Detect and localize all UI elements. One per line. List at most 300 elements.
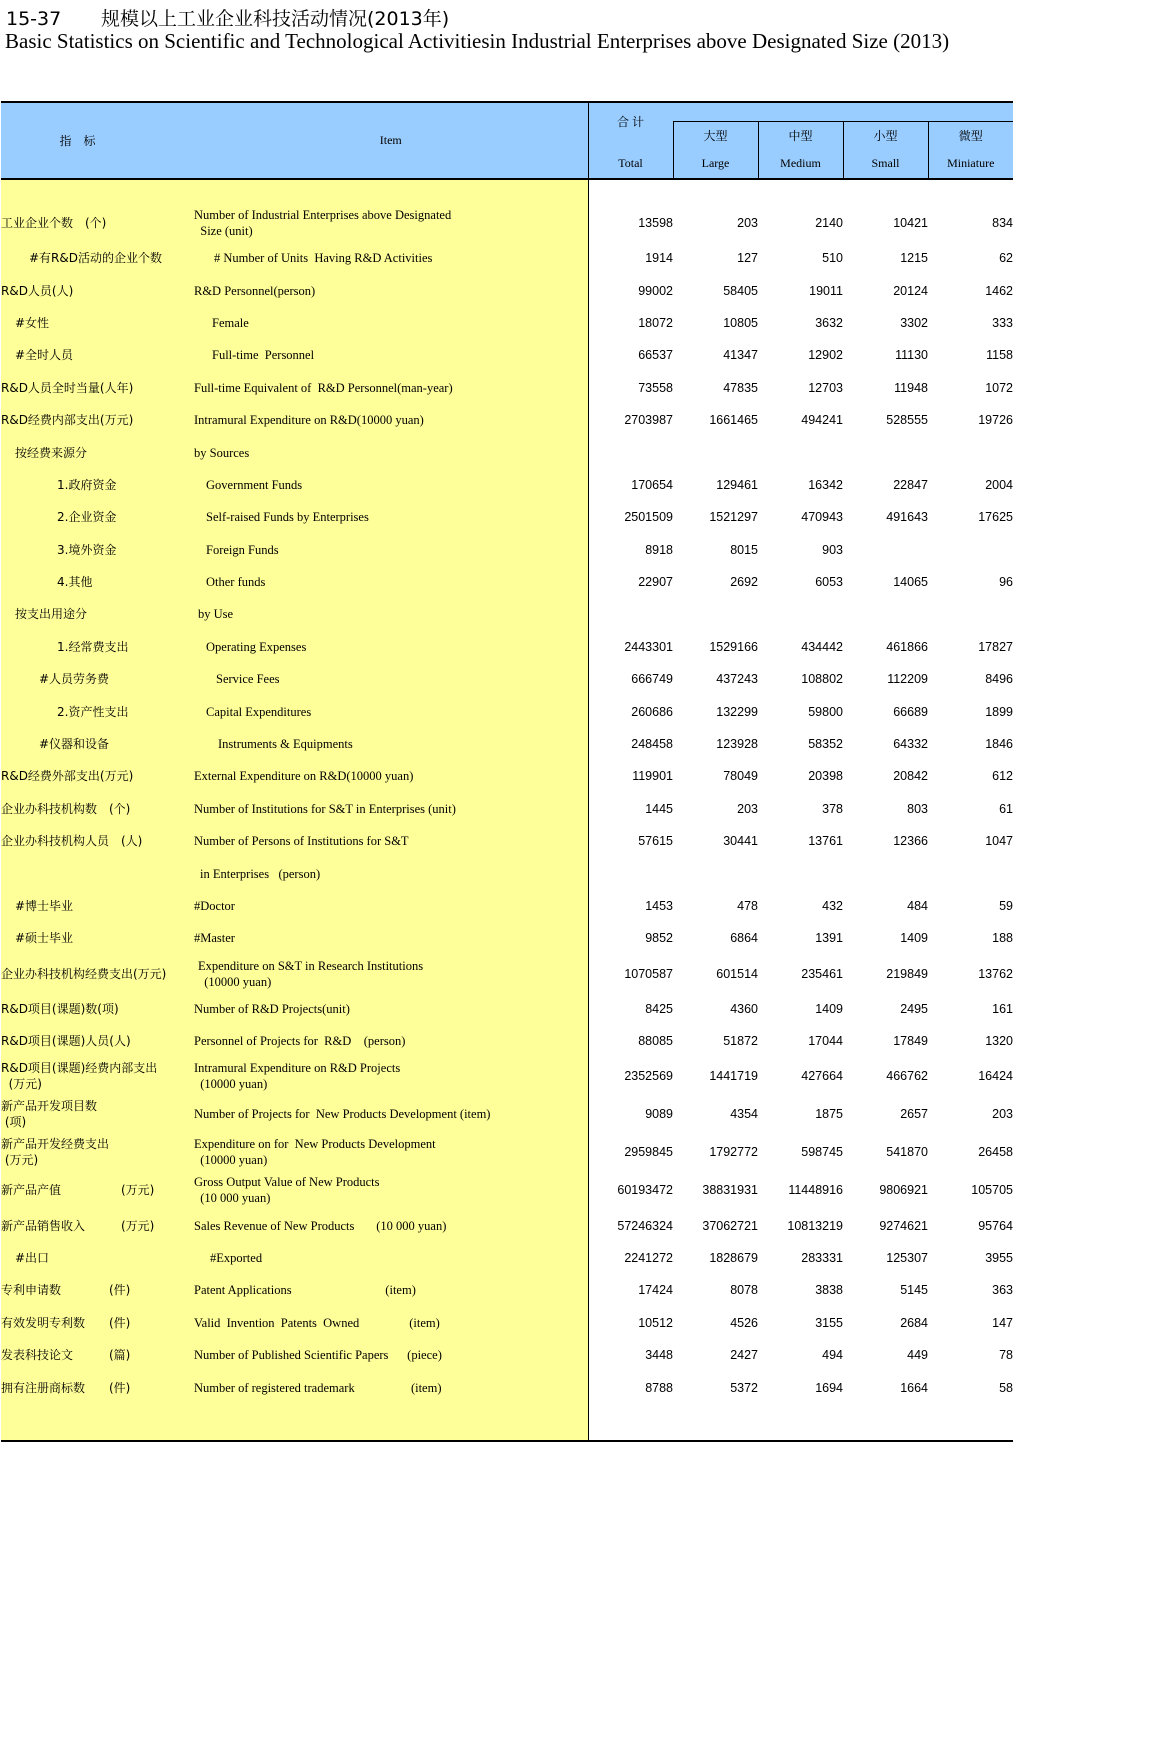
cell-large: 123928	[716, 737, 758, 752]
row-label-cn: 拥有注册商标数 (件)	[1, 1371, 194, 1403]
cell-large: 47835	[723, 380, 758, 395]
cell-mini: 1072	[985, 380, 1013, 395]
row-label-en: Sales Revenue of New Products (10 000 yuan)	[194, 1209, 588, 1241]
cell-large: 132299	[716, 704, 758, 719]
cell-medium: 16342	[808, 477, 843, 492]
row-label-cn: 发表科技论文 (篇)	[1, 1339, 194, 1371]
cell-large: 37062721	[702, 1218, 758, 1233]
cell-medium: 17044	[808, 1034, 843, 1049]
row-label-cn: 新产品开发经费支出 (万元)	[1, 1133, 194, 1171]
cell-total: 99002	[588, 274, 673, 306]
cell-total	[588, 436, 673, 468]
cell-medium: 19011	[809, 283, 843, 298]
cell-large: 5372	[730, 1380, 758, 1395]
row-label-cn: R&D项目(课题)经费内部支出 (万元)	[1, 1057, 194, 1095]
row-label-cn: R&D经费外部支出(万元)	[1, 760, 194, 792]
cell-total: 2241272	[588, 1242, 673, 1274]
cell-small: 461866	[886, 639, 928, 654]
row-label-cn: 4.其他	[1, 566, 194, 598]
cell-large: 2427	[730, 1348, 758, 1363]
cell-mini: 78	[999, 1348, 1013, 1363]
row-label-en: by Sources	[194, 436, 588, 468]
cell-medium: 20398	[808, 769, 843, 784]
row-label-cn: 2.企业资金	[1, 501, 194, 533]
cell-total: 3448	[588, 1339, 673, 1371]
cell-total: 666749	[588, 663, 673, 695]
header-total-cn: 合 计	[588, 102, 673, 149]
cell-large: 1529166	[709, 639, 758, 654]
cell-small: 66689	[893, 704, 928, 719]
row-label-cn: #人员劳务费	[1, 663, 194, 695]
row-label-cn	[1, 857, 194, 889]
cell-medium: 432	[822, 899, 843, 913]
cell-total: 9852	[588, 922, 673, 954]
table-row	[1, 993, 1013, 1025]
table-row	[1, 534, 1013, 566]
row-label-en: Expenditure on for New Products Development (10000 yuan)	[194, 1133, 588, 1171]
row-label-cn: 有效发明专利数 (件)	[1, 1307, 194, 1339]
cell-medium: 470943	[801, 510, 843, 525]
cell-large: 1521297	[709, 510, 758, 525]
cell-large: 10805	[723, 315, 758, 330]
cell-small: 20124	[893, 283, 928, 298]
table-row	[1, 890, 1013, 922]
cell-total: 119901	[588, 760, 673, 792]
cell-small: 22847	[893, 477, 928, 492]
cell-large: 1661465	[709, 413, 758, 428]
cell-small: 484	[907, 899, 928, 913]
cell-large: 2692	[730, 575, 758, 590]
cell-medium: 12902	[808, 348, 843, 363]
cell-large: 30441	[723, 834, 758, 849]
row-label-en: Full-time Personnel	[194, 339, 588, 371]
cell-total: 8788	[588, 1371, 673, 1403]
table-row	[1, 1274, 1013, 1306]
statistics-table	[1, 101, 1013, 1442]
cell-small: 2684	[900, 1315, 928, 1330]
row-label-cn: 2.资产性支出	[1, 695, 194, 727]
table-bottom-spacer	[1, 1404, 1013, 1441]
cell-small: 1664	[900, 1380, 928, 1395]
cell-total	[588, 598, 673, 630]
row-label-cn: 按支出用途分	[1, 598, 194, 630]
table-row	[1, 372, 1013, 404]
cell-mini: 62	[999, 251, 1013, 266]
cell-mini: 612	[992, 769, 1013, 784]
cell-small: 9806921	[879, 1183, 928, 1198]
cell-large: 4360	[730, 1001, 758, 1016]
cell-total: 66537	[588, 339, 673, 371]
cell-large: 8078	[730, 1283, 758, 1298]
table-row	[1, 760, 1013, 792]
table-row	[1, 793, 1013, 825]
cell-medium: 434442	[801, 639, 843, 654]
table-row	[1, 1242, 1013, 1274]
row-label-cn: 1.政府资金	[1, 469, 194, 501]
cell-medium: 235461	[801, 966, 843, 981]
table-row	[1, 307, 1013, 339]
cell-medium: 6053	[815, 575, 843, 590]
header-small-en: Small	[843, 149, 928, 179]
cell-small: 17849	[893, 1034, 928, 1049]
header-small-cn: 小型	[843, 122, 928, 150]
row-label-en: Number of R&D Projects(unit)	[194, 993, 588, 1025]
cell-medium: 59800	[808, 704, 843, 719]
cell-mini: 203	[992, 1107, 1013, 1122]
cell-mini: 105705	[971, 1183, 1013, 1198]
cell-small: 219849	[886, 966, 928, 981]
cell-large: 1828679	[709, 1250, 758, 1265]
cell-mini	[928, 534, 1013, 566]
cell-mini: 3955	[985, 1250, 1013, 1265]
cell-large: 203	[737, 216, 758, 230]
cell-mini: 1899	[985, 704, 1013, 719]
row-label-en: Intramural Expenditure on R&D Projects (10000 yuan)	[194, 1057, 588, 1095]
row-label-en: Government Funds	[194, 469, 588, 501]
row-label-cn: 3.境外资金	[1, 534, 194, 566]
cell-small: 1409	[900, 931, 928, 946]
table-row	[1, 1057, 1013, 1095]
row-label-en: Other funds	[194, 566, 588, 598]
cell-small: 11948	[894, 380, 928, 395]
cell-small	[843, 598, 928, 630]
table-row	[1, 922, 1013, 954]
cell-large: 58405	[723, 283, 758, 298]
cell-small: 2495	[900, 1001, 928, 1016]
cell-large	[673, 857, 758, 889]
row-label-en: Number of registered trademark (item)	[194, 1371, 588, 1403]
table-row	[1, 242, 1013, 274]
row-label-cn: 新产品开发项目数 (项)	[1, 1095, 194, 1133]
cell-total	[588, 857, 673, 889]
row-label-cn: 新产品销售收入 (万元)	[1, 1209, 194, 1241]
cell-large: 4526	[730, 1315, 758, 1330]
cell-total: 248458	[588, 728, 673, 760]
cell-large	[673, 436, 758, 468]
row-label-cn: #全时人员	[1, 339, 194, 371]
row-label-cn: R&D人员全时当量(人年)	[1, 372, 194, 404]
row-label-en: Number of Published Scientific Papers (piece)	[194, 1339, 588, 1371]
cell-medium: 58352	[808, 737, 843, 752]
cell-large: 437243	[716, 672, 758, 687]
cell-total: 2959845	[588, 1133, 673, 1171]
cell-total: 8918	[588, 534, 673, 566]
row-label-en: Expenditure on S&T in Research Institutions (10000 yuan)	[194, 955, 588, 993]
row-label-en: Self-raised Funds by Enterprises	[194, 501, 588, 533]
cell-total: 17424	[588, 1274, 673, 1306]
header-spacer	[673, 102, 1013, 122]
cell-mini: 363	[992, 1283, 1013, 1298]
header-mini-cn: 微型	[928, 122, 1013, 150]
cell-small: 528555	[886, 413, 928, 428]
cell-large	[673, 598, 758, 630]
cell-total: 60193472	[588, 1171, 673, 1209]
cell-medium: 2140	[815, 216, 843, 230]
cell-total: 18072	[588, 307, 673, 339]
cell-small: 112209	[887, 672, 928, 687]
table-row	[1, 501, 1013, 533]
cell-small: 541870	[886, 1145, 928, 1160]
row-label-cn: 1.经常费支出	[1, 631, 194, 663]
cell-mini: 58	[999, 1380, 1013, 1395]
cell-medium: 494	[822, 1348, 843, 1363]
cell-small	[843, 534, 928, 566]
cell-large: 127	[737, 251, 758, 266]
row-label-cn: 按经费来源分	[1, 436, 194, 468]
cell-total: 8425	[588, 993, 673, 1025]
table-row	[1, 825, 1013, 857]
table-title-cn	[6, 4, 449, 31]
cell-small: 449	[907, 1348, 928, 1363]
cell-mini: 19726	[978, 413, 1013, 428]
cell-small: 11130	[895, 348, 928, 363]
cell-large: 38831931	[702, 1183, 758, 1198]
cell-small: 20842	[893, 769, 928, 784]
row-label-cn: #博士毕业	[1, 890, 194, 922]
table-row	[1, 1025, 1013, 1057]
cell-small: 466762	[886, 1069, 928, 1084]
row-label-en: in Enterprises (person)	[194, 857, 588, 889]
cell-medium	[758, 436, 843, 468]
cell-large: 41347	[723, 348, 758, 363]
cell-mini: 333	[992, 315, 1013, 330]
row-label-en: # Number of Units Having R&D Activities	[194, 242, 588, 274]
cell-mini: 2004	[985, 477, 1013, 492]
cell-medium: 12703	[808, 380, 843, 395]
row-label-en: #Exported	[194, 1242, 588, 1274]
cell-small: 64332	[893, 737, 928, 752]
header-large-en: Large	[673, 149, 758, 179]
table-body	[1, 179, 1013, 1441]
cell-large: 6864	[730, 931, 758, 946]
table-row	[1, 1371, 1013, 1403]
cell-total: 1914	[588, 242, 673, 274]
row-label-cn: 新产品产值 (万元)	[1, 1171, 194, 1209]
row-label-en: Operating Expenses	[194, 631, 588, 663]
row-label-cn: 企业办科技机构人员 (人)	[1, 825, 194, 857]
row-label-en: Number of Projects for New Products Development (item)	[194, 1095, 588, 1133]
cell-mini	[928, 436, 1013, 468]
table-row	[1, 598, 1013, 630]
table-row	[1, 204, 1013, 242]
row-label-en: Patent Applications (item)	[194, 1274, 588, 1306]
row-label-cn: #女性	[1, 307, 194, 339]
header-mini-en: Miniature	[928, 149, 1013, 179]
cell-medium: 427664	[801, 1069, 843, 1084]
row-label-en: Number of Institutions for S&T in Enterprises (unit)	[194, 793, 588, 825]
cell-medium	[758, 857, 843, 889]
row-label-cn: R&D人员(人)	[1, 274, 194, 306]
cell-mini: 1158	[986, 348, 1013, 363]
cell-mini: 61	[999, 801, 1013, 816]
cell-large: 1792772	[709, 1145, 758, 1160]
cell-small	[843, 857, 928, 889]
cell-mini: 16424	[978, 1069, 1013, 1084]
row-label-en: Intramural Expenditure on R&D(10000 yuan)	[194, 404, 588, 436]
table-row	[1, 1307, 1013, 1339]
row-label-cn: #有R&D活动的企业个数	[1, 242, 194, 274]
cell-medium: 10813219	[787, 1218, 843, 1233]
row-label-en: Female	[194, 307, 588, 339]
cell-total: 2352569	[588, 1057, 673, 1095]
row-label-en: Personnel of Projects for R&D (person)	[194, 1025, 588, 1057]
row-label-en: Valid Invention Patents Owned (item)	[194, 1307, 588, 1339]
row-label-cn: 企业办科技机构经费支出(万元)	[1, 955, 194, 993]
header-large-cn: 大型	[673, 122, 758, 150]
table-row	[1, 566, 1013, 598]
cell-mini	[928, 598, 1013, 630]
cell-small: 803	[907, 801, 928, 816]
table-row	[1, 857, 1013, 889]
row-label-cn: #出口	[1, 1242, 194, 1274]
cell-mini: 1320	[985, 1034, 1013, 1049]
cell-mini: 8496	[985, 672, 1013, 687]
table-row	[1, 663, 1013, 695]
row-label-en: Gross Output Value of New Products (10 000 yuan)	[194, 1171, 588, 1209]
cell-mini: 1462	[985, 283, 1013, 298]
cell-total: 2501509	[588, 501, 673, 533]
cell-small: 2657	[900, 1107, 928, 1122]
row-label-cn: R&D项目(课题)数(项)	[1, 993, 194, 1025]
cell-medium: 598745	[801, 1145, 843, 1160]
row-label-cn: 企业办科技机构数 (个)	[1, 793, 194, 825]
cell-total: 10512	[588, 1307, 673, 1339]
row-label-en: External Expenditure on R&D(10000 yuan)	[194, 760, 588, 792]
cell-mini: 1047	[985, 834, 1013, 849]
row-label-cn: 工业企业个数 (个)	[1, 204, 194, 242]
cell-total: 260686	[588, 695, 673, 727]
row-label-en: Number of Persons of Institutions for S&T	[194, 825, 588, 857]
row-label-cn: R&D项目(课题)人员(人)	[1, 1025, 194, 1057]
cell-small: 5145	[900, 1283, 928, 1298]
row-label-en: #Doctor	[194, 890, 588, 922]
cell-medium: 283331	[801, 1250, 843, 1265]
cell-mini: 188	[992, 931, 1013, 946]
cell-total: 9089	[588, 1095, 673, 1133]
header-indicator-cn: 指 标	[1, 102, 194, 179]
title-cn-text: 规模以上工业企业科技活动情况(2013年)	[101, 8, 450, 30]
table-row	[1, 728, 1013, 760]
cell-medium: 1694	[815, 1380, 843, 1395]
table-row	[1, 274, 1013, 306]
cell-large: 129461	[716, 477, 758, 492]
table-row	[1, 469, 1013, 501]
cell-medium	[758, 598, 843, 630]
cell-medium: 903	[822, 542, 843, 557]
row-label-en: Foreign Funds	[194, 534, 588, 566]
row-label-en: R&D Personnel(person)	[194, 274, 588, 306]
table-row	[1, 695, 1013, 727]
cell-large: 601514	[716, 966, 758, 981]
cell-mini: 147	[992, 1315, 1013, 1330]
cell-total: 88085	[588, 1025, 673, 1057]
row-label-en: Instruments & Equipments	[194, 728, 588, 760]
cell-small: 3302	[900, 315, 928, 330]
table-header	[1, 102, 1013, 179]
cell-total: 73558	[588, 372, 673, 404]
row-label-cn: #仪器和设备	[1, 728, 194, 760]
cell-medium: 108802	[801, 672, 843, 687]
cell-small	[843, 436, 928, 468]
table-row	[1, 1339, 1013, 1371]
cell-small: 10421	[893, 216, 928, 230]
cell-large: 478	[737, 899, 758, 913]
cell-medium: 494241	[801, 413, 843, 428]
cell-large: 1441719	[709, 1069, 758, 1084]
cell-mini: 96	[999, 575, 1013, 590]
table-title-en: Basic Statistics on Scientific and Technological Activitiesin Industrial Enterprises above Designated Size (2013)	[5, 29, 950, 53]
cell-total: 57615	[588, 825, 673, 857]
row-label-en: Service Fees	[194, 663, 588, 695]
cell-total: 13598	[588, 204, 673, 242]
cell-large: 4354	[730, 1107, 758, 1122]
cell-large: 203	[737, 801, 758, 816]
cell-medium: 11448916	[788, 1183, 843, 1198]
row-label-cn: R&D经费内部支出(万元)	[1, 404, 194, 436]
cell-mini: 834	[992, 216, 1013, 230]
cell-total: 1070587	[588, 955, 673, 993]
cell-medium: 3632	[815, 315, 843, 330]
row-label-cn: #硕士毕业	[1, 922, 194, 954]
cell-mini: 13762	[978, 966, 1013, 981]
table-row	[1, 1095, 1013, 1133]
cell-small: 9274621	[879, 1218, 928, 1233]
header-medium-cn: 中型	[758, 122, 843, 150]
cell-total: 1453	[588, 890, 673, 922]
row-label-en: Number of Industrial Enterprises above Designated Size (unit)	[194, 204, 588, 242]
cell-medium: 3155	[815, 1315, 843, 1330]
cell-medium: 1409	[815, 1001, 843, 1016]
cell-large: 78049	[723, 769, 758, 784]
cell-medium: 1391	[815, 931, 843, 946]
table-row	[1, 631, 1013, 663]
row-label-en: Full-time Equivalent of R&D Personnel(man-year)	[194, 372, 588, 404]
table-row	[1, 1133, 1013, 1171]
cell-small: 491643	[886, 510, 928, 525]
cell-medium: 510	[822, 251, 843, 266]
cell-small: 12366	[893, 834, 928, 849]
table-row	[1, 1209, 1013, 1241]
header-medium-en: Medium	[758, 149, 843, 179]
row-label-en: Capital Expenditures	[194, 695, 588, 727]
cell-total: 2703987	[588, 404, 673, 436]
cell-small: 125307	[886, 1250, 928, 1265]
cell-large: 8015	[730, 542, 758, 557]
cell-medium: 378	[822, 801, 843, 816]
cell-total: 2443301	[588, 631, 673, 663]
table-row	[1, 404, 1013, 436]
cell-medium: 1875	[815, 1107, 843, 1122]
cell-medium: 13761	[808, 834, 843, 849]
cell-mini: 59	[999, 899, 1013, 913]
cell-total: 1445	[588, 793, 673, 825]
header-item-en: Item	[194, 102, 588, 179]
table-number: 15-37	[6, 8, 62, 30]
cell-small: 1215	[900, 251, 928, 266]
table-row	[1, 339, 1013, 371]
cell-mini: 17625	[978, 510, 1013, 525]
cell-large: 51872	[723, 1034, 758, 1049]
cell-total: 170654	[588, 469, 673, 501]
cell-mini: 161	[992, 1001, 1013, 1016]
header-total-en: Total	[588, 149, 673, 179]
cell-medium: 3838	[815, 1283, 843, 1298]
cell-total: 22907	[588, 566, 673, 598]
cell-small: 14065	[893, 575, 928, 590]
cell-mini: 26458	[978, 1145, 1013, 1160]
row-label-en: by Use	[194, 598, 588, 630]
cell-mini: 17827	[978, 639, 1013, 654]
